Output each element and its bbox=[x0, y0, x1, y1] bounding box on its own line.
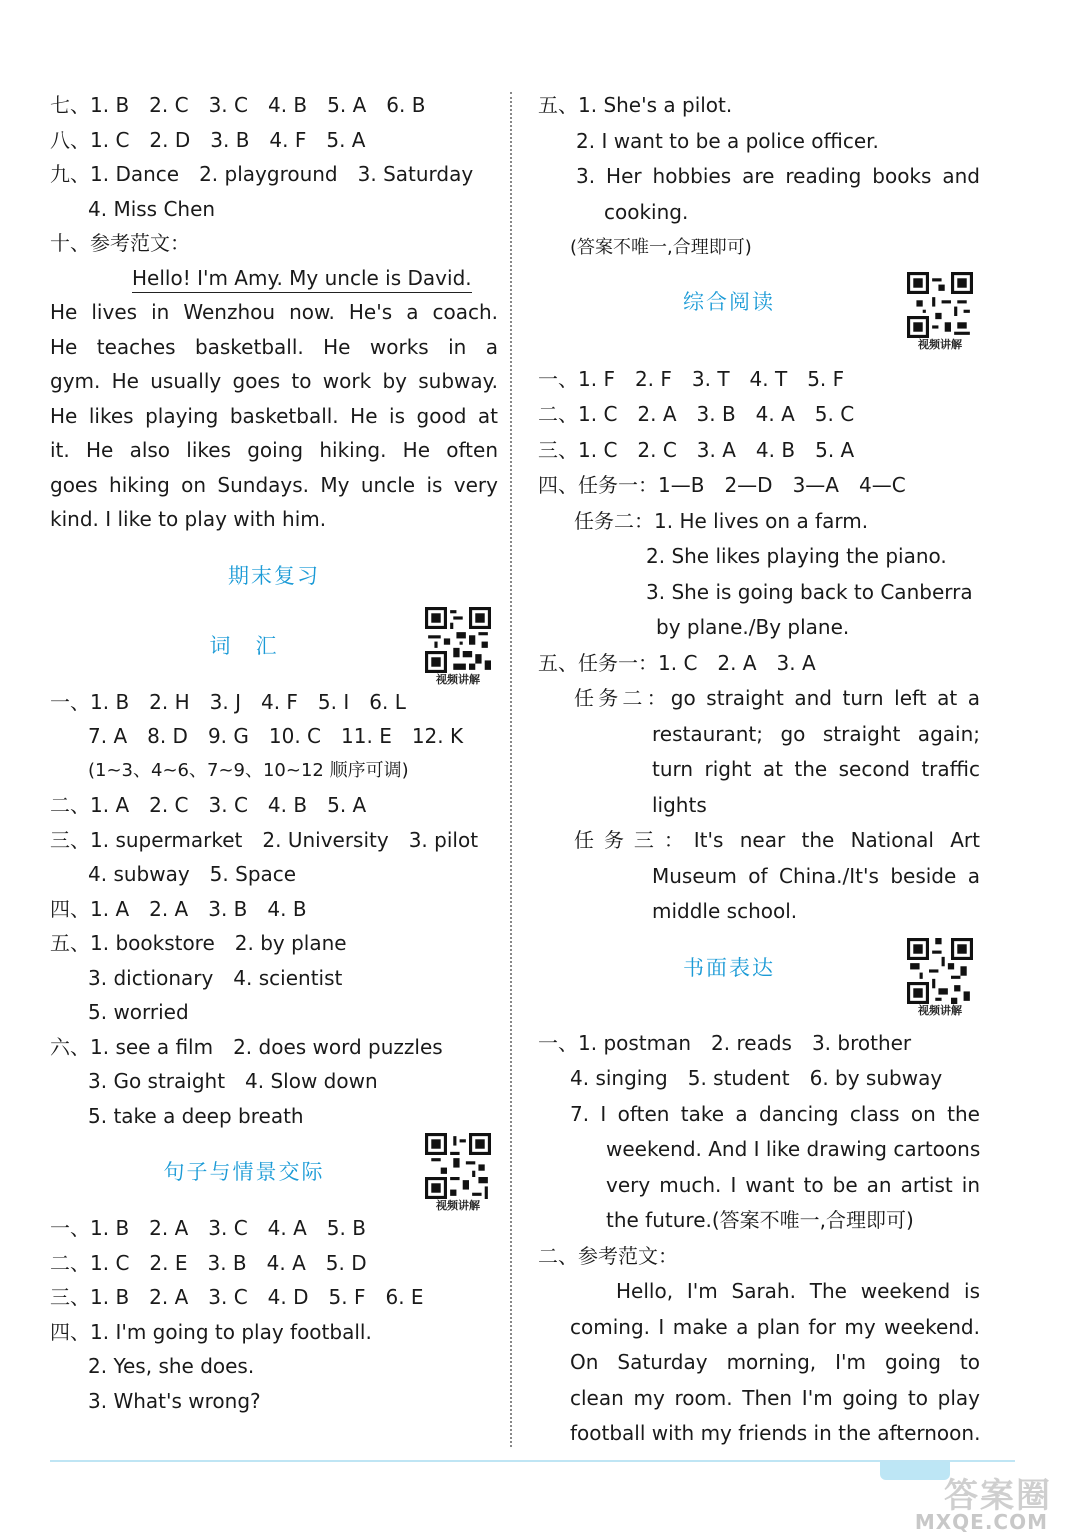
reading-answer-line: 任务二：go straight and turn left at a bbox=[574, 686, 980, 710]
writing-answer-line: weekend. And I like drawing cartoons bbox=[606, 1137, 981, 1161]
reading-answer-line: 五、任务一：1. C 2. A 3. A bbox=[538, 650, 816, 675]
essay-line: it. He also likes going hiking. He often bbox=[50, 438, 498, 462]
answer-line: 2. I want to be a police officer. bbox=[576, 128, 879, 153]
vocab-answer-line: 4. subway 5. Space bbox=[88, 862, 297, 886]
qr-code-icon bbox=[425, 607, 491, 673]
sentence-answer-line: 2. Yes, she does. bbox=[88, 1354, 255, 1378]
answer-line-9b: 4. Miss Chen bbox=[88, 196, 216, 221]
vocab-answer-line: 3. dictionary 4. scientist bbox=[88, 965, 343, 990]
sentence-answer-line: 二、1. C 2. E 3. B 4. A 5. D bbox=[50, 1250, 367, 1275]
reading-answer-line: 任务三：It's near the National Art bbox=[574, 828, 980, 852]
reading-answer-line: middle school. bbox=[652, 899, 798, 923]
vocab-answer-line: 三、1. supermarket 2. University 3. pilot bbox=[50, 827, 479, 852]
qr-code-icon[interactable]: 视频讲解 bbox=[906, 272, 974, 352]
reading-answer-line: lights bbox=[652, 792, 707, 817]
section-heading-vocab: 词 汇 视频讲解 bbox=[50, 607, 498, 685]
vocab-answer-note: (1~3、4~6、7~9、10~12 顺序可调) bbox=[88, 759, 409, 781]
essay-line: clean my room. Then I'm going to play bbox=[570, 1385, 980, 1410]
vocab-answer-line: 3. Go straight 4. Slow down bbox=[88, 1069, 378, 1093]
vocab-answer-line: 5. take a deep breath bbox=[88, 1103, 304, 1128]
reading-answer-line: 2. She likes playing the piano. bbox=[646, 544, 947, 568]
essay-line: Hello! I'm Amy. My uncle is David. bbox=[50, 261, 498, 296]
reading-answer-line: Museum of China./It's beside a bbox=[652, 863, 980, 888]
vocab-answer-line: 五、1. bookstore 2. by plane bbox=[50, 931, 347, 955]
writing-answer-line: the future.(答案不唯一,合理即可) bbox=[606, 1208, 914, 1232]
essay-line: gym. He usually goes to work by subway. bbox=[50, 369, 498, 393]
essay-line: He likes playing basketball. He is good at bbox=[50, 403, 498, 428]
section-heading-final-review: 期末复习 bbox=[228, 563, 320, 588]
writing-answer-label: 二、参考范文： bbox=[538, 1243, 678, 1268]
answer-line: 3. Her hobbies are reading books and bbox=[576, 164, 980, 188]
vocab-answer-line: 二、1. A 2. C 3. C 4. B 5. A bbox=[50, 793, 367, 817]
answer-line-7: 七、1. B 2. C 3. C 4. B 5. A 6. B bbox=[50, 93, 426, 117]
section-heading-writing: 书面表达 视频讲解 bbox=[538, 930, 980, 1026]
answer-line-8: 八、1. C 2. D 3. B 4. F 5. A bbox=[50, 127, 366, 152]
qr-code-icon[interactable]: 视频讲解 bbox=[906, 938, 974, 1018]
watermark bbox=[870, 1468, 1060, 1532]
reading-answer-line: turn right at the second traffic bbox=[652, 757, 980, 781]
essay-line: He lives in Wenzhou now. He's a coach. bbox=[50, 300, 498, 324]
writing-answer-line: 一、1. postman 2. reads 3. brother bbox=[538, 1030, 912, 1055]
vocab-answer-line: 四、1. A 2. A 3. B 4. B bbox=[50, 896, 307, 921]
section-heading-sentences: 句子与情景交际 视频讲解 bbox=[50, 1133, 498, 1211]
answer-line-10-label: 十、参考范文： bbox=[50, 231, 190, 255]
vocab-answer-line: 六、1. see a film 2. does word puzzles bbox=[50, 1034, 443, 1059]
qr-code-icon[interactable]: 视频讲解 bbox=[424, 607, 492, 687]
vocab-answer-line: 7. A 8. D 9. G 10. C 11. E 12. K bbox=[88, 724, 464, 748]
watermark-logo-text: 答案圈 bbox=[944, 1476, 1052, 1516]
sentence-answer-line: 三、1. B 2. A 3. C 4. D 5. F 6. E bbox=[50, 1285, 424, 1309]
reading-answer-line: restaurant; go straight again; bbox=[652, 721, 980, 746]
writing-answer-line: 7. I often take a dancing class on the bbox=[570, 1101, 980, 1126]
reading-answer-line: by plane./By plane. bbox=[656, 615, 850, 639]
reading-answer-line: 一、1. F 2. F 3. T 4. T 5. F bbox=[538, 366, 845, 391]
section-heading-reading: 综合阅读 视频讲解 bbox=[538, 266, 980, 362]
vocab-answer-line: 5. worried bbox=[88, 1000, 189, 1024]
essay-line: He teaches basketball. He works in a bbox=[50, 334, 498, 359]
left-column bbox=[50, 88, 498, 1418]
qr-code-icon[interactable]: 视频讲解 bbox=[424, 1133, 492, 1213]
essay-line: goes hiking on Sundays. My uncle is very bbox=[50, 472, 498, 497]
reading-answer-line: 二、1. C 2. A 3. B 4. A 5. C bbox=[538, 402, 855, 426]
essay-line: coming. I make a plan for my weekend. bbox=[570, 1314, 980, 1339]
reading-answer-line: 三、1. C 2. C 3. A 4. B 5. A bbox=[538, 437, 855, 462]
vocab-answer-line: 一、1. B 2. H 3. J 4. F 5. I 6. L bbox=[50, 689, 406, 714]
right-column bbox=[538, 88, 980, 1452]
footer-rule bbox=[50, 1460, 1015, 1462]
essay-line: kind. I like to play with him. bbox=[50, 507, 327, 531]
essay-line: Hello, I'm Sarah. The weekend is bbox=[616, 1279, 980, 1303]
qr-code-icon bbox=[425, 1133, 491, 1199]
answer-line: cooking. bbox=[604, 199, 689, 224]
column-divider bbox=[510, 92, 512, 1447]
sentence-answer-line: 四、1. I'm going to play football. bbox=[50, 1319, 372, 1344]
sentence-answer-line: 3. What's wrong? bbox=[88, 1388, 261, 1413]
qr-code-icon bbox=[907, 272, 973, 338]
essay-line: football with my friends in the afternoon. bbox=[570, 1421, 981, 1445]
reading-answer-line: 四、任务一：1—B 2—D 3—A 4—C bbox=[538, 473, 906, 497]
answer-line: 五、1. She's a pilot. bbox=[538, 93, 733, 117]
watermark-url-text: MXQE.COM bbox=[914, 1510, 1048, 1534]
writing-answer-line: 4. singing 5. student 6. by subway bbox=[570, 1066, 943, 1090]
reading-answer-line: 3. She is going back to Canberra bbox=[646, 579, 973, 604]
qr-code-icon bbox=[907, 938, 973, 1004]
essay-line: On Saturday morning, I'm going to bbox=[570, 1350, 980, 1374]
writing-answer-line: very much. I want to be an artist in bbox=[606, 1172, 980, 1197]
answer-line-9: 九、1. Dance 2. playground 3. Saturday bbox=[50, 162, 474, 186]
answer-note: (答案不唯一,合理即可) bbox=[570, 237, 752, 258]
reading-answer-line: 任务二：1. He lives on a farm. bbox=[574, 508, 869, 533]
sentence-answer-line: 一、1. B 2. A 3. C 4. A 5. B bbox=[50, 1216, 366, 1240]
